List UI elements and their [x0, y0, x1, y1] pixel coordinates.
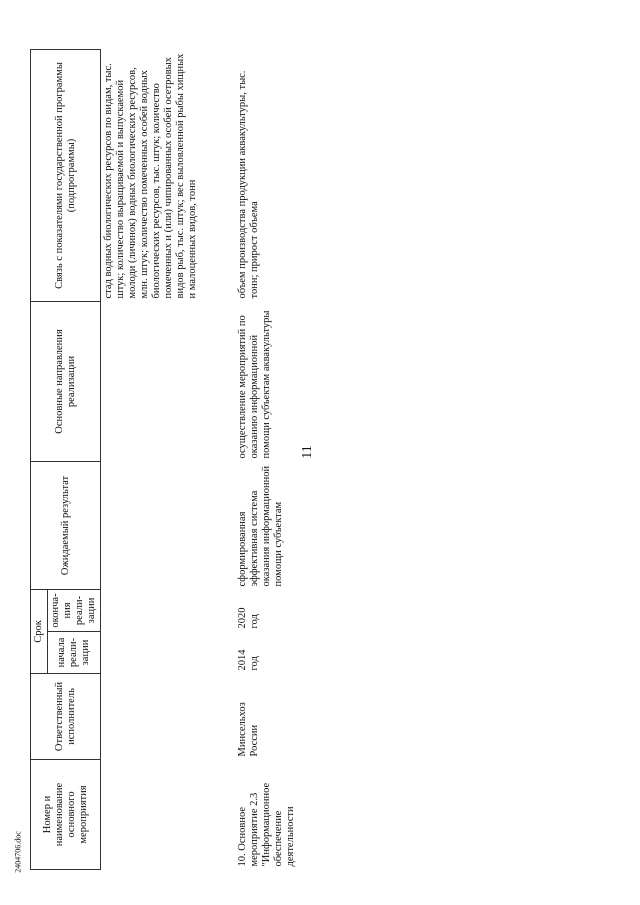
- cell-link: объем производства продукции аквакультуры, тыс. тонн; прирост объема: [237, 70, 260, 299]
- cell-number-name: 10. Основное мероприятие 2.3 "Информационное обеспечение деятельности: [237, 782, 296, 867]
- header-responsible: Ответственный исполнитель: [31, 674, 101, 760]
- header-term-start: начала реали-зации: [48, 632, 101, 674]
- header-term-end: оконча-ния реали-зации: [48, 589, 101, 631]
- cell-directions: осуществление мероприятий по оказанию информационной помощи субъектам аквакультуры: [237, 310, 272, 459]
- cell-link-continued: стад водных биологических ресурсов по видам, тыс. штук; количество выращиваемой и выпускаемой молоди (личинок) водных биологических ресурсов, млн. штук; количество помеченных особей водных биологических ресурсов, тыс. штук; количество помеченных и (или) чипированных особей осетровых видов рыб, тыс. штук; вес выловленной рыбы хищных и малоценных видов, тонн: [103, 53, 198, 299]
- header-directions: Основные направления реализации: [31, 301, 101, 461]
- header-expected-result: Ожидаемый результат: [31, 461, 101, 589]
- cell-responsible: Минсельхоз России: [237, 702, 260, 757]
- cell-expected-result: сформированная эффективная система оказания информационной помощи субъектам: [237, 465, 284, 587]
- table-row: [101, 49, 236, 869]
- document-code: 2404706.doc: [13, 831, 23, 873]
- cell-end: 2020 год: [237, 607, 260, 629]
- page-number: 11: [300, 445, 315, 459]
- cell-start: 2014 год: [237, 649, 260, 671]
- rotated-table-sheet: [30, 50, 590, 870]
- header-number-name: Номер и наименование основного мероприятия: [31, 760, 101, 870]
- header-link: Связь с показателями государственной программы (подпрограммы): [31, 49, 101, 301]
- measures-table: [30, 49, 299, 870]
- header-term: Срок: [31, 589, 48, 673]
- table-row: [235, 49, 299, 869]
